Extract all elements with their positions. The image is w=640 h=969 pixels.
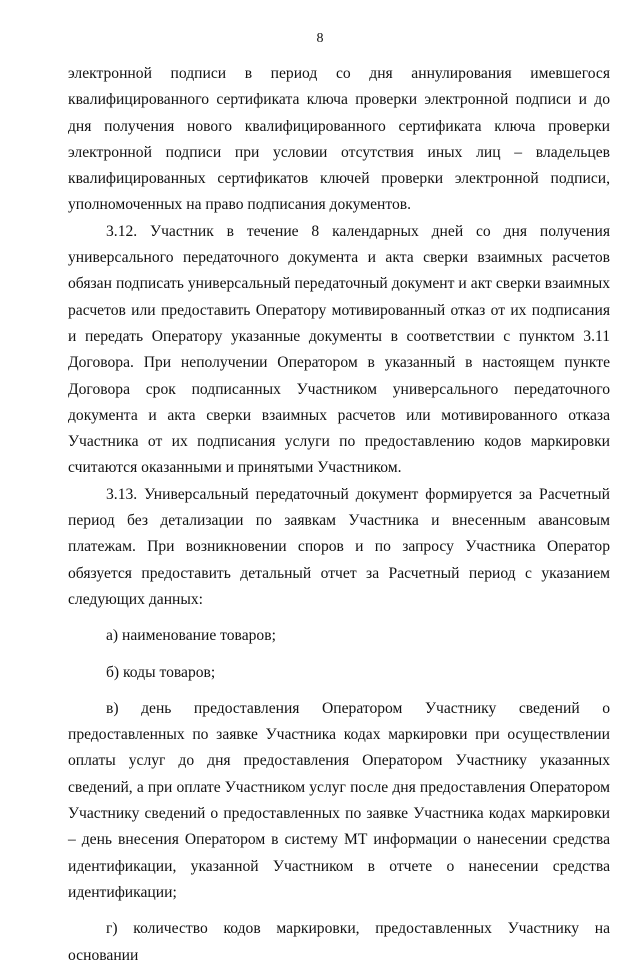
list-item-b: б) коды товаров;: [106, 663, 216, 681]
paragraph-3-12: 3.12. Участник в течение 8 календарных дней со дня получения универсального передаточного документа и акта сверки взаимных расчетов обязан подписать универсальный передаточный документ и акт сверки взаимных расчетов или предоставить Оператору мотивированный отказ от их подписания и передать Оператору указанные документы в соответствии с пунктом 3.11 Договора. При неполучении Оператором в указанный в настоящем пункте Договора срок подписанных Участником универсального передаточного документа и акта сверки взаимных расчетов или мотивированного отказа Участника от их подписания услуги по предоставлению кодов маркировки считаются оказанными и принятыми Участником.: [68, 222, 610, 477]
list-item-d: г) количество кодов маркировки, предоставленных Участнику на основании: [68, 920, 610, 964]
paragraph-continuation: электронной подписи в период со дня аннулирования имевшегося квалифицированного сертификата ключа проверки электронной подписи и до дня получения нового квалифицированного сертификата ключа проверки электронной подписи при условии отсутствия иных лиц – владельцев квалифицированных сертификатов ключей проверки электронной подписи, уполномоченных на право подписания документов.: [68, 65, 610, 214]
document-body: [68, 61, 610, 969]
paragraph-3-13: 3.13. Универсальный передаточный документ формируется за Расчетный период без детализации по заявкам Участника и внесенным авансовым платежам. При возникновении споров и по запросу Участника Оператор обязуется предоставить детальный отчет за Расчетный период с указанием следующих данных:: [68, 485, 610, 608]
list-item-c: в) день предоставления Оператором Участнику сведений о предоставленных по заявке Участника кодах маркировки при осуществлении оплаты услуг до дня предоставления Оператором Участнику указанных сведений, а при оплате Участником услуг после дня предоставления Оператором Участнику сведений о предоставленных по заявке Участника кодах маркировки – день внесения Оператором в систему МТ информации о нанесении средства идентификации, указанной Участником в отчете о нанесении средства идентификации;: [68, 699, 610, 901]
list-item-a: а) наименование товаров;: [106, 627, 276, 645]
page-number: 8: [316, 31, 324, 46]
